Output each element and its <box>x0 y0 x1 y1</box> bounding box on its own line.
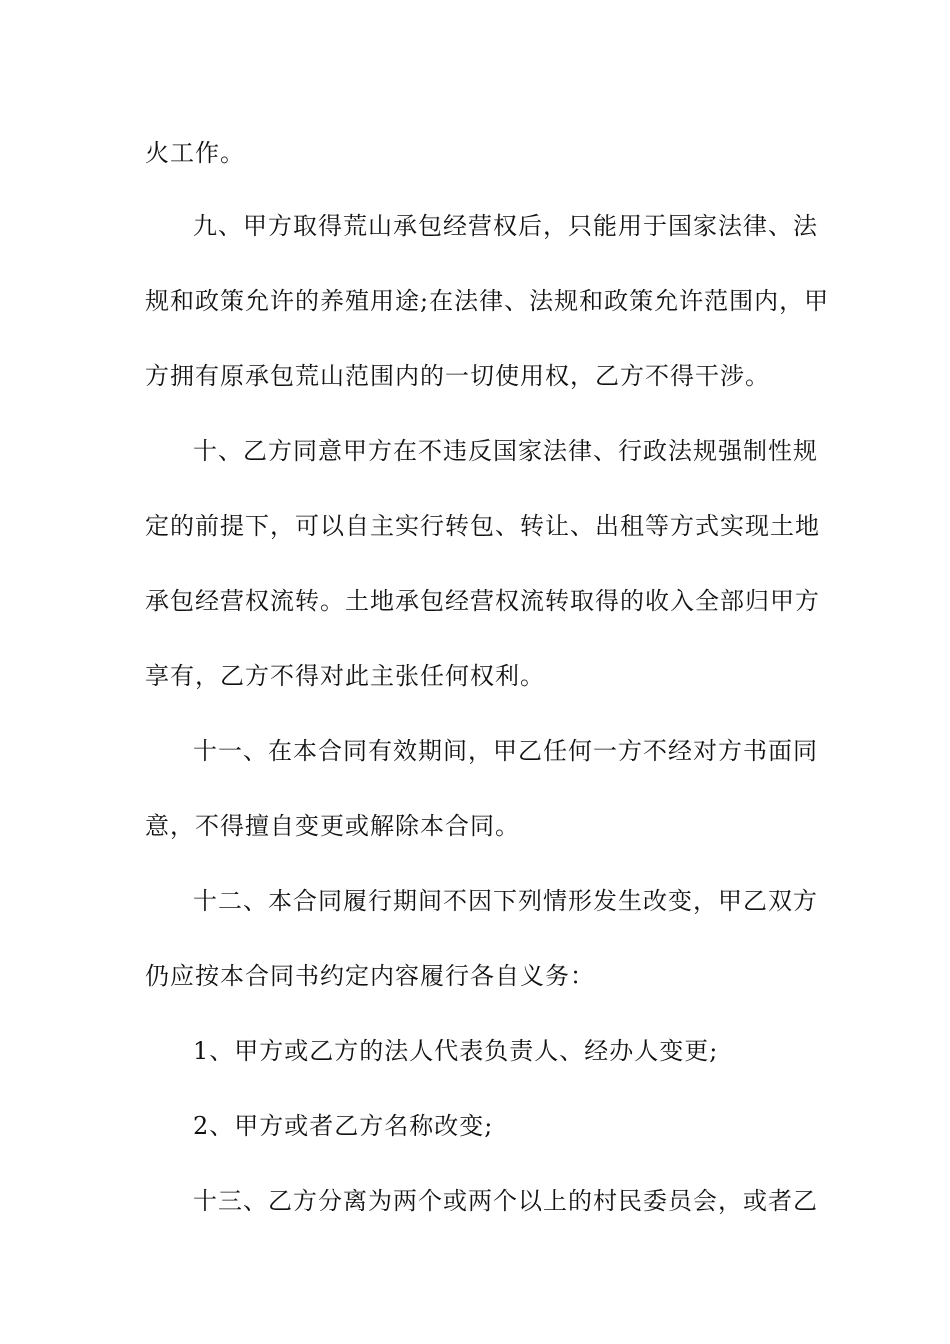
text-line: 定的前提下，可以自主实行转包、转让、出租等方式实现土地 <box>145 512 820 540</box>
paragraph-clause-11-start: 十一、在本合同有效期间，甲乙任何一方不经对方书面同 <box>193 737 818 765</box>
text-line: 方拥有原承包荒山范围内的一切使用权，乙方不得干涉。 <box>145 362 770 390</box>
list-item-2: 2、甲方或者乙方名称改变; <box>193 1112 494 1140</box>
paragraph-clause-12-start: 十二、本合同履行期间不因下列情形发生改变，甲乙双方 <box>193 887 818 915</box>
paragraph-clause-13-start: 十三、乙方分离为两个或两个以上的村民委员会，或者乙 <box>193 1187 818 1215</box>
text-line: 火工作。 <box>145 139 245 167</box>
text-line: 享有，乙方不得对此主张任何权利。 <box>145 662 545 690</box>
text-line: 规和政策允许的养殖用途;在法律、法规和政策允许范围内，甲 <box>145 287 830 315</box>
paragraph-clause-10-start: 十、乙方同意甲方在不违反国家法律、行政法规强制性规 <box>193 437 818 465</box>
paragraph-clause-9-start: 九、甲方取得荒山承包经营权后，只能用于国家法律、法 <box>193 212 818 240</box>
list-item-1: 1、甲方或乙方的法人代表负责人、经办人变更; <box>193 1037 719 1065</box>
text-line: 意，不得擅自变更或解除本合同。 <box>145 812 520 840</box>
text-line: 仍应按本合同书约定内容履行各自义务： <box>145 962 595 990</box>
text-line: 承包经营权流转。土地承包经营权流转取得的收入全部归甲方 <box>145 587 820 615</box>
